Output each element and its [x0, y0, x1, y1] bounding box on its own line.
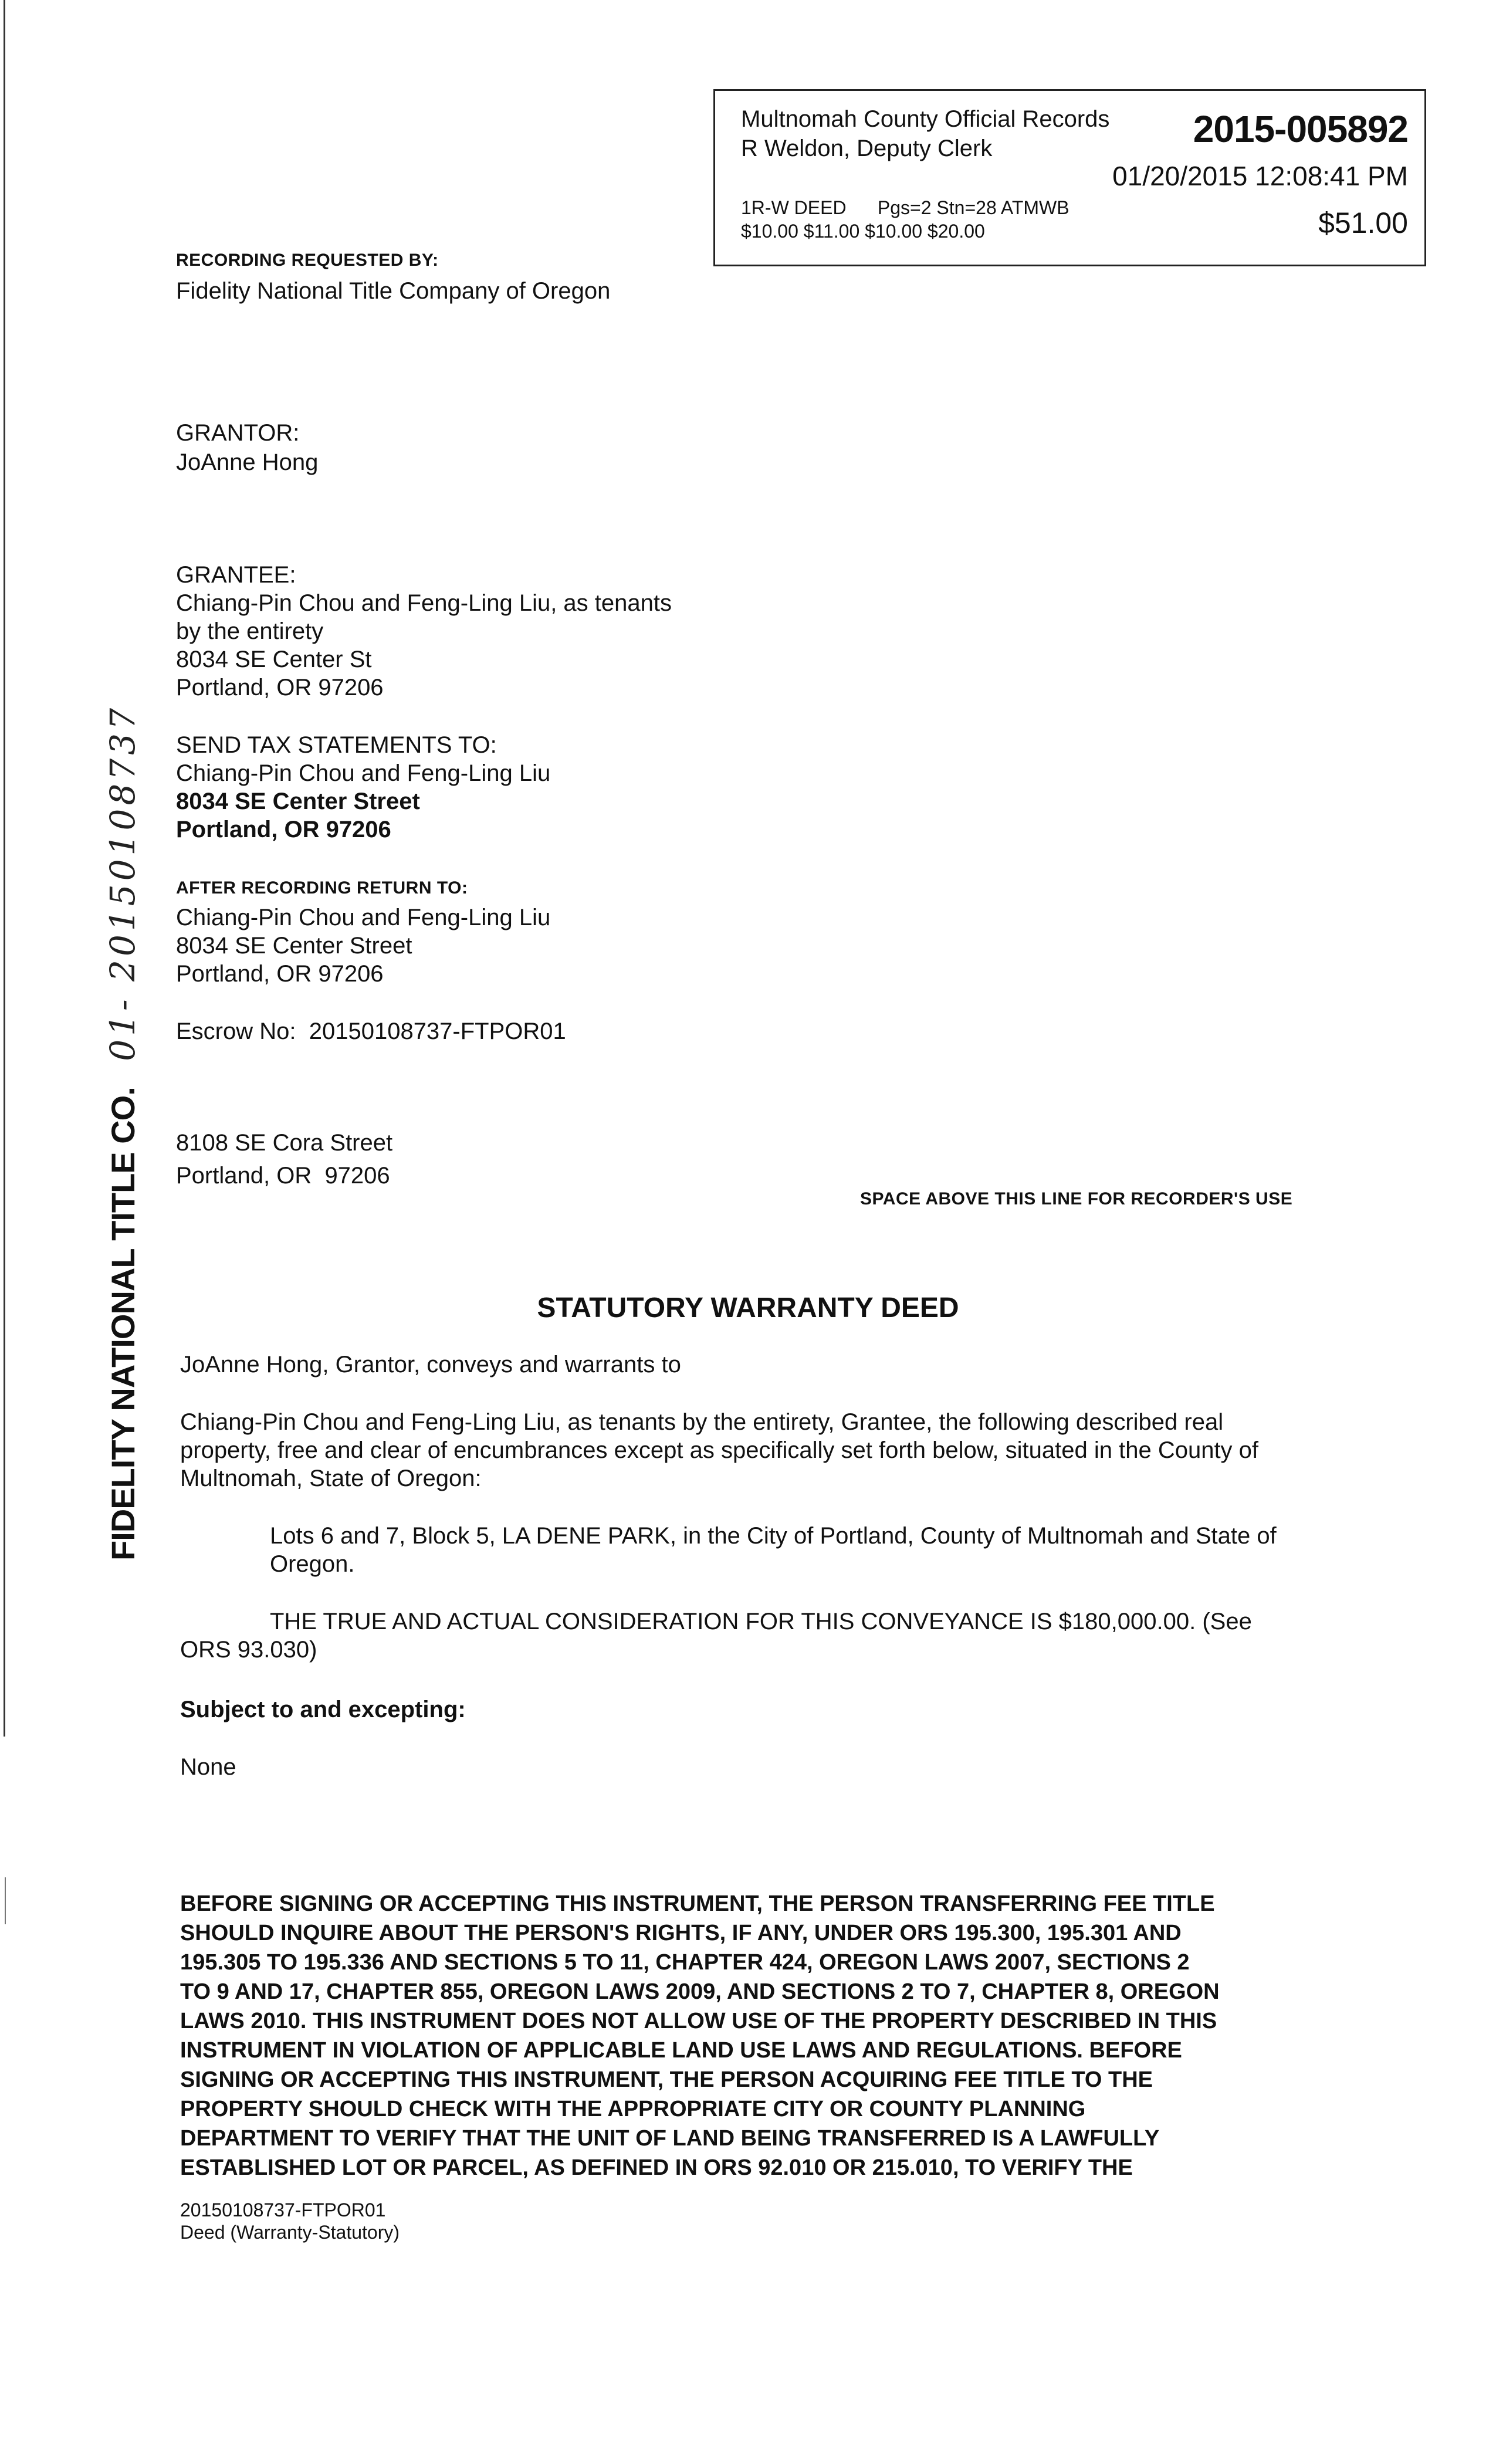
subject-to-label: Subject to and excepting:	[180, 1697, 466, 1722]
notice-line: DEPARTMENT TO VERIFY THAT THE UNIT OF LAND BEING TRANSFERRED IS A LAWFULLY	[180, 2126, 1160, 2151]
notice-line: LAWS 2010. THIS INSTRUMENT DOES NOT ALLOW USE OF THE PROPERTY DESCRIBED IN THIS	[180, 2009, 1217, 2033]
property-address-line-1: 8108 SE Cora Street	[176, 1130, 393, 1156]
tax-label: SEND TAX STATEMENTS TO:	[176, 732, 497, 758]
notice-line: BEFORE SIGNING OR ACCEPTING THIS INSTRUMENT, THE PERSON TRANSFERRING FEE TITLE	[180, 1891, 1215, 1916]
footer-document-type: Deed (Warranty-Statutory)	[180, 2222, 400, 2243]
notice-line: SHOULD INQUIRE ABOUT THE PERSON'S RIGHTS, IF ANY, UNDER ORS 195.300, 195.301 AND	[180, 1921, 1182, 1945]
grantee-line-2: by the entirety	[176, 618, 324, 644]
document-title: STATUTORY WARRANTY DEED	[537, 1292, 959, 1324]
side-stamp	[103, 705, 143, 1561]
notice-line: ESTABLISHED LOT OR PARCEL, AS DEFINED IN ORS 92.010 OR 215.010, TO VERIFY THE	[180, 2155, 1133, 2180]
tax-line-3: Portland, OR 97206	[176, 817, 391, 842]
after-recording-line-2: 8034 SE Center Street	[176, 933, 412, 959]
side-stamp-handwritten-number: 01- 20150108737	[103, 705, 143, 1061]
recorder-doc-number: 2015-005892	[1193, 108, 1408, 150]
consideration-line-2: ORS 93.030)	[180, 1637, 317, 1663]
escrow-number: Escrow No: 20150108737-FTPOR01	[176, 1018, 566, 1044]
space-above-notice: SPACE ABOVE THIS LINE FOR RECORDER'S USE	[860, 1189, 1293, 1209]
recorder-office: Multnomah County Official Records	[741, 106, 1110, 132]
recording-requested-label: RECORDING REQUESTED BY:	[176, 251, 439, 270]
legal-description-line-2: Oregon.	[270, 1551, 355, 1577]
notice-line: 195.305 TO 195.336 AND SECTIONS 5 TO 11, CHAPTER 424, OREGON LAWS 2007, SECTIONS 2	[180, 1950, 1190, 1975]
after-recording-line-1: Chiang-Pin Chou and Feng-Ling Liu	[176, 905, 551, 930]
grantee-paragraph-line-3: Multnomah, State of Oregon:	[180, 1465, 482, 1491]
scan-edge-line	[4, 0, 5, 1737]
after-recording-line-3: Portland, OR 97206	[176, 961, 384, 987]
grantee-line-1: Chiang-Pin Chou and Feng-Ling Liu, as tenants	[176, 590, 672, 616]
property-address-line-2: Portland, OR 97206	[176, 1163, 390, 1189]
tax-line-1: Chiang-Pin Chou and Feng-Ling Liu	[176, 760, 551, 786]
recording-requested-name: Fidelity National Title Company of Oregon	[176, 278, 611, 304]
consideration-line-1: THE TRUE AND ACTUAL CONSIDERATION FOR THIS CONVEYANCE IS $180,000.00. (See	[270, 1609, 1252, 1634]
grantor-label: GRANTOR:	[176, 420, 300, 446]
recorder-clerk: R Weldon, Deputy Clerk	[741, 136, 993, 161]
recorder-stamp-box	[713, 89, 1426, 266]
grantor-name: JoAnne Hong	[176, 449, 319, 475]
side-stamp-company: FIDELITY NATIONAL TITLE CO.	[104, 1087, 141, 1561]
scan-edge-mark	[5, 1877, 6, 1924]
grantee-line-3: 8034 SE Center St	[176, 647, 372, 672]
grantee-paragraph-line-2: property, free and clear of encumbrances except as specifically set forth below, situated in the County of	[180, 1437, 1259, 1463]
grantee-label: GRANTEE:	[176, 562, 296, 588]
notice-line: INSTRUMENT IN VIOLATION OF APPLICABLE LAND USE LAWS AND REGULATIONS. BEFORE	[180, 2038, 1182, 2063]
notice-line: SIGNING OR ACCEPTING THIS INSTRUMENT, THE PERSON ACQUIRING FEE TITLE TO THE	[180, 2067, 1153, 2092]
recorder-total: $51.00	[1318, 207, 1408, 239]
notice-line: PROPERTY SHOULD CHECK WITH THE APPROPRIATE CITY OR COUNTY PLANNING	[180, 2097, 1086, 2121]
subject-to-none: None	[180, 1754, 236, 1780]
conveys-line: JoAnne Hong, Grantor, conveys and warrants to	[180, 1352, 681, 1377]
recorder-datetime: 01/20/2015 12:08:41 PM	[1112, 161, 1408, 191]
footer-escrow-number: 20150108737-FTPOR01	[180, 2199, 386, 2221]
after-recording-label: AFTER RECORDING RETURN TO:	[176, 878, 468, 898]
grantee-paragraph-line-1: Chiang-Pin Chou and Feng-Ling Liu, as tenants by the entirety, Grantee, the following described real	[180, 1409, 1224, 1435]
tax-line-2: 8034 SE Center Street	[176, 788, 420, 814]
land-use-notice	[180, 1889, 1353, 2182]
recorder-fee-amounts: $10.00 $11.00 $10.00 $20.00	[741, 221, 985, 242]
legal-description-line-1: Lots 6 and 7, Block 5, LA DENE PARK, in the City of Portland, County of Multnomah and State of	[270, 1523, 1277, 1549]
recorder-fee-line: 1R-W DEED Pgs=2 Stn=28 ATMWB	[741, 197, 1069, 218]
notice-line: TO 9 AND 17, CHAPTER 855, OREGON LAWS 2009, AND SECTIONS 2 TO 7, CHAPTER 8, OREGON	[180, 1979, 1220, 2004]
grantee-line-4: Portland, OR 97206	[176, 675, 384, 700]
